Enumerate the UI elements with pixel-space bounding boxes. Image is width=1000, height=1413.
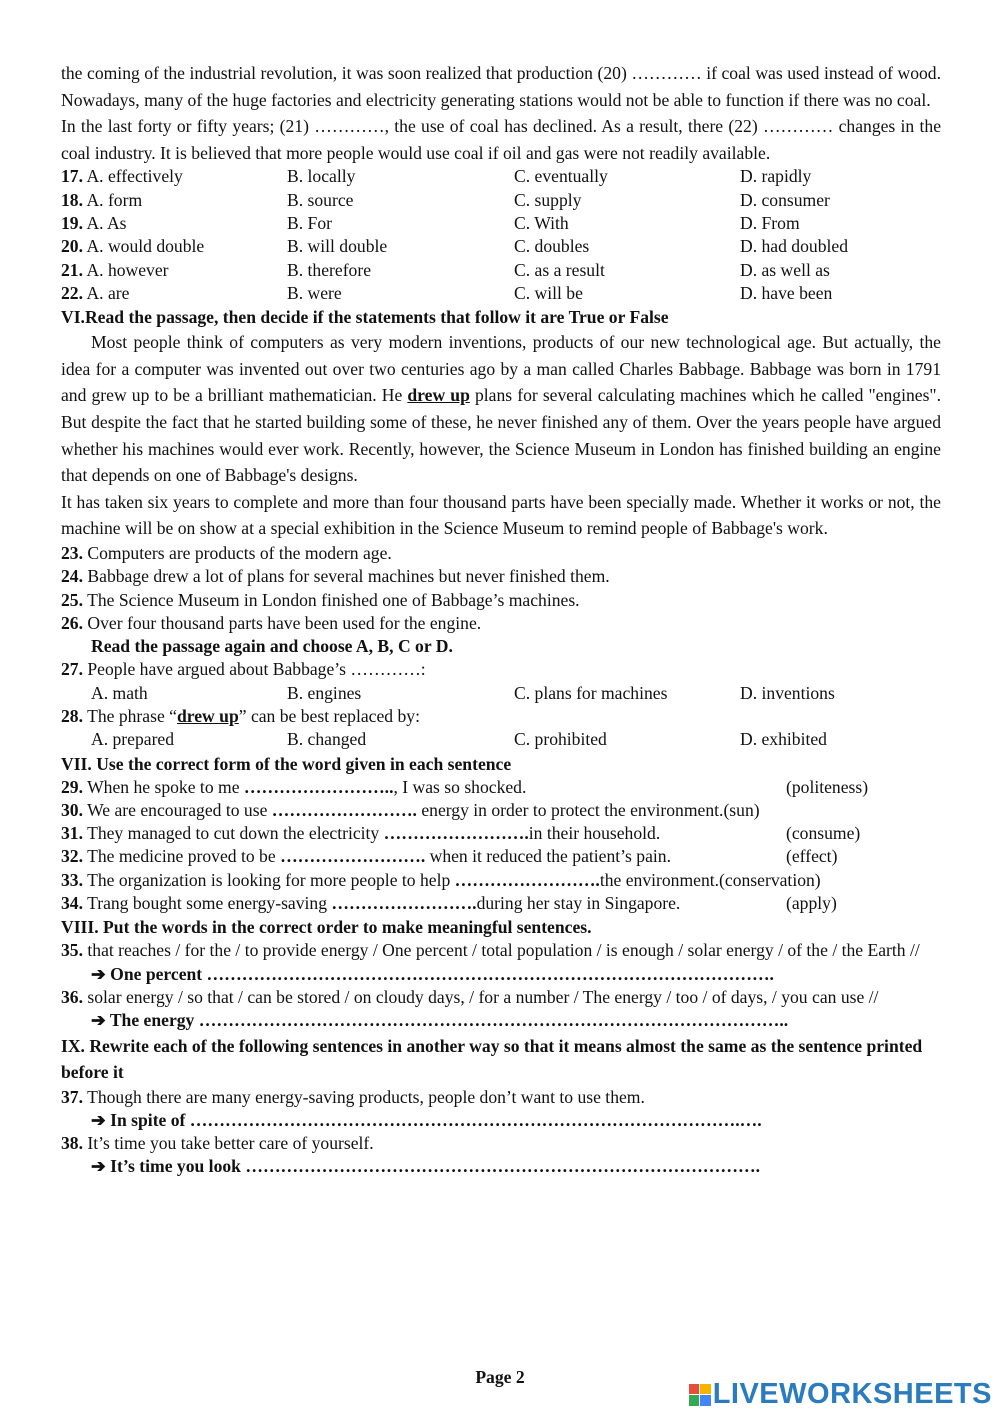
sentence-text: The medicine proved to be — [83, 846, 281, 867]
question-number: 22. — [61, 282, 83, 303]
sentence-text: the environment. — [599, 869, 720, 890]
question-number: 29. — [61, 776, 83, 797]
statement-text: The Science Museum in London finished one of Babbage’s machines. — [83, 589, 580, 610]
sentence-text: Trang bought some energy-saving — [83, 893, 332, 914]
option-c: C. as a result — [514, 259, 605, 280]
reading-paragraph — [61, 329, 941, 489]
question-row-20 — [61, 235, 941, 258]
root-word: (conservation) — [719, 869, 821, 890]
option-d: D. have been — [740, 282, 833, 303]
question-row-18 — [61, 189, 941, 212]
option-c: C. will be — [514, 282, 583, 303]
tf-statement-24 — [61, 565, 941, 588]
question-text: that reaches / for the / to provide energy / One percent / total population / is enough / solar energy / of the / the Earth // — [83, 940, 920, 961]
question-text: Though there are many energy-saving products, people don’t want to use them. — [83, 1086, 645, 1107]
option-a: A. however — [86, 259, 169, 280]
option-b: B. therefore — [287, 259, 372, 280]
sentence-text: during her stay in Singapore. — [476, 893, 681, 914]
option-a: A. form — [86, 189, 143, 210]
question-number: 32. — [61, 846, 83, 867]
logo-text: LIVEWORKSHEETS — [712, 1378, 992, 1410]
sentence-text: When he spoke to me — [83, 776, 244, 797]
option-b: B. engines — [287, 682, 362, 703]
answer-line-36[interactable]: ➔ The energy ……………………………………………………………………………………….. — [91, 1010, 789, 1031]
option-b: B. were — [287, 282, 342, 303]
answer-blank[interactable]: ……………………. — [271, 799, 417, 820]
question-row-22 — [61, 282, 941, 305]
statement-text: Computers are products of the modern age. — [83, 542, 392, 563]
option-d: D. From — [740, 212, 800, 233]
question-38 — [61, 1132, 941, 1155]
tf-statement-23 — [61, 542, 941, 565]
question-number: 36. — [61, 986, 83, 1007]
option-c: C. doubles — [514, 236, 590, 257]
option-d: D. had doubled — [740, 236, 848, 257]
option-a: A. effectively — [86, 166, 183, 187]
root-word: (effect) — [786, 846, 838, 867]
option-a: A. prepared — [91, 729, 175, 750]
question-row-19 — [61, 212, 941, 235]
option-c: C. plans for machines — [514, 682, 668, 703]
tf-statement-25 — [61, 589, 941, 612]
question-number: 33. — [61, 869, 83, 890]
question-28-options — [61, 728, 941, 751]
question-35 — [61, 939, 941, 962]
liveworksheets-logo[interactable] — [689, 1378, 992, 1411]
question-number: 20. — [61, 236, 83, 257]
question-row-21 — [61, 259, 941, 282]
answer-line-38[interactable]: ➔ It’s time you look ……………………………………………………………………………. — [91, 1156, 760, 1177]
sentence-text: when it reduced the patient’s pain. — [425, 846, 671, 867]
question-number: 24. — [61, 566, 83, 587]
answer-line-35[interactable]: ➔ One percent ……………………………………………………………………………………. — [91, 963, 774, 984]
reading-paragraph: It has taken six years to complete and more than four thousand parts have been specially made. Whether it works or not, the machine will be on show at a special exhibition in the Science Museum to remind people of Babbage's work. — [61, 491, 941, 539]
word-form-33 — [61, 869, 941, 892]
option-b: B. locally — [287, 166, 356, 187]
question-number: 30. — [61, 799, 83, 820]
logo-grid-icon — [689, 1384, 711, 1406]
question-number: 21. — [61, 259, 83, 280]
question-number: 38. — [61, 1133, 83, 1154]
word-form-32 — [61, 845, 941, 868]
question-text: ” can be best replaced by: — [238, 705, 420, 726]
answer-blank[interactable]: …………………….. — [243, 776, 394, 797]
question-number: 28. — [61, 705, 83, 726]
option-d: D. inventions — [740, 682, 835, 703]
statement-text: Babbage drew a lot of plans for several machines but never finished them. — [83, 566, 610, 587]
section-heading-8: VIII. Put the words in the correct order to make meaningful sentences. — [61, 917, 592, 938]
page-number: Page 2 — [475, 1367, 525, 1387]
question-number: 19. — [61, 212, 83, 233]
sentence-text: They managed to cut down the electricity — [83, 823, 384, 844]
section-heading-7: VII. Use the correct form of the word given in each sentence — [61, 753, 512, 774]
multiple-choice-block — [61, 165, 941, 305]
option-a: A. are — [86, 282, 130, 303]
tf-statement-26 — [61, 612, 941, 635]
option-d: D. consumer — [740, 189, 830, 210]
word-form-34 — [61, 892, 941, 915]
question-number: 27. — [61, 659, 83, 680]
statement-text: Over four thousand parts have been used for the engine. — [83, 612, 482, 633]
option-a: A. would double — [86, 236, 205, 257]
option-b: B. changed — [287, 729, 367, 750]
question-number: 23. — [61, 542, 83, 563]
question-number: 37. — [61, 1086, 83, 1107]
sentence-text: We are encouraged to use — [83, 799, 272, 820]
highlighted-phrase: drew up — [407, 385, 470, 406]
root-word: (sun) — [723, 799, 760, 820]
answer-blank[interactable]: ……………………. — [280, 846, 426, 867]
answer-line-37[interactable]: ➔ In spite of ………………………………………………………………………………….…. — [91, 1109, 762, 1130]
question-text: solar energy / so that / can be stored / on cloudy days, / for a number / The energy / too / of days, / you can use // — [83, 986, 879, 1007]
root-word: (consume) — [786, 823, 861, 844]
answer-blank[interactable]: ……………………. — [331, 893, 477, 914]
sentence-text: energy in order to protect the environment. — [416, 799, 724, 820]
question-27 — [61, 658, 941, 681]
option-c: C. prohibited — [514, 729, 607, 750]
paragraph-text: Most people think of computers as very modern inventions, products of our new technological age. But actually, the idea for a computer was invented out over two centuries ago by a man called Charles Babbage. Babbage was born in 1791 and grew up to be a brilliant mathematician. He — [61, 332, 941, 406]
option-a: A. math — [91, 682, 148, 703]
question-37 — [61, 1086, 941, 1109]
sub-heading: Read the passage again and choose A, B, C or D. — [91, 636, 453, 657]
option-a: A. As — [86, 212, 127, 233]
question-row-17 — [61, 165, 941, 188]
question-number: 34. — [61, 893, 83, 914]
question-number: 18. — [61, 189, 83, 210]
word-form-31 — [61, 822, 941, 845]
option-b: B. For — [287, 212, 332, 233]
option-d: D. rapidly — [740, 166, 812, 187]
question-number: 26. — [61, 612, 83, 633]
option-b: B. will double — [287, 236, 388, 257]
question-text: It’s time you take better care of yourself. — [83, 1133, 374, 1154]
question-text: People have argued about Babbage’s …………: — [83, 659, 426, 680]
section-heading-9: IX. Rewrite each of the following sentences in another way so that it means almost the same as the sentence printed before it — [61, 1035, 923, 1083]
option-b: B. source — [287, 189, 354, 210]
word-form-29 — [61, 776, 941, 799]
worksheet-page — [61, 60, 941, 1179]
question-number: 31. — [61, 823, 83, 844]
sentence-text: in their household. — [528, 823, 661, 844]
option-d: D. as well as — [740, 259, 830, 280]
question-number: 35. — [61, 940, 83, 961]
question-27-options — [61, 682, 941, 705]
option-c: C. With — [514, 212, 569, 233]
question-28 — [61, 705, 941, 728]
paragraph-text: plans for several calculating machines which he called "engines". But despite the fact that he started building some of these, he never finished any of them. Over the years people have argued whether his machines would ever work. Recently, however, the Science Museum in London has finished building an engine that depends on one of Babbage's designs. — [61, 385, 941, 486]
sentence-text: The organization is looking for more people to help — [83, 869, 455, 890]
passage-paragraph: the coming of the industrial revolution, it was soon realized that production (20) ………… if coal was used instead of wood. Nowadays, many of the huge factories and electricity generating stations would not be able to function if there was no coal. — [61, 63, 941, 110]
answer-blank[interactable]: ……………………. — [383, 823, 529, 844]
option-d: D. exhibited — [740, 729, 827, 750]
highlighted-phrase: drew up — [176, 705, 239, 726]
question-text: The phrase “ — [83, 705, 177, 726]
option-c: C. eventually — [514, 166, 608, 187]
root-word: (apply) — [786, 893, 837, 914]
sentence-text: , I was so shocked. — [393, 776, 527, 797]
section-heading-6: VI.Read the passage, then decide if the statements that follow it are True or False — [61, 307, 669, 328]
question-number: 25. — [61, 589, 83, 610]
option-c: C. supply — [514, 189, 582, 210]
passage-paragraph: In the last forty or fifty years; (21) …………, the use of coal has declined. As a result, there (22) ………… changes in the coal industry. It is believed that more people would use coal if oil and gas were not readily available. — [61, 116, 941, 163]
question-number: 17. — [61, 166, 83, 187]
root-word: (politeness) — [786, 776, 869, 797]
answer-blank[interactable]: ……………………. — [454, 869, 600, 890]
question-36 — [61, 986, 941, 1009]
word-form-30 — [61, 799, 941, 822]
